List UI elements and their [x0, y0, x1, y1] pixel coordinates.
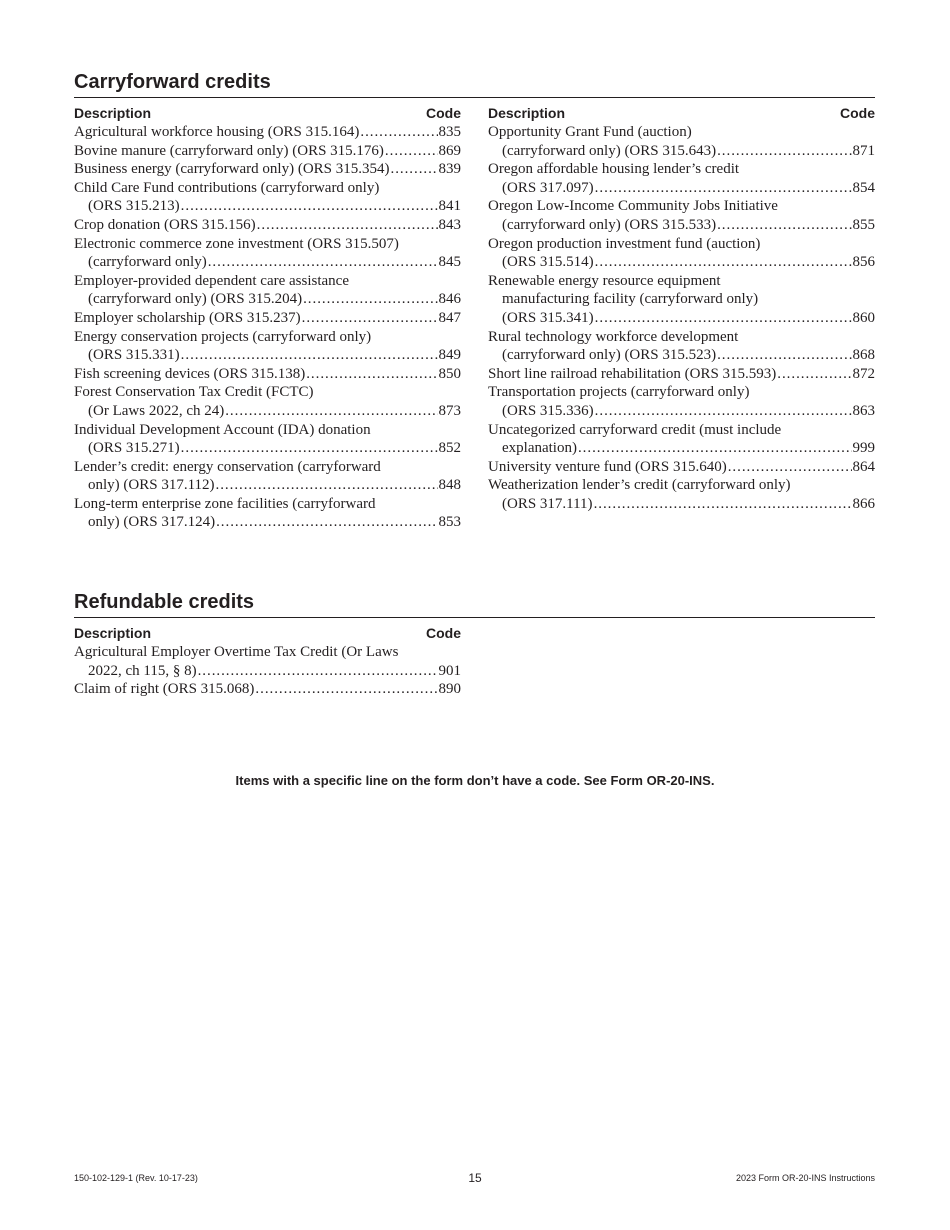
credit-code: 864 [852, 458, 875, 475]
code-header: Code [840, 105, 875, 121]
credit-description: Rural technology workforce development [488, 328, 739, 345]
credit-entry [488, 160, 875, 197]
credit-line [488, 197, 875, 216]
credit-code: 839 [438, 161, 461, 178]
credit-description: Crop donation (ORS 315.156) [74, 216, 256, 233]
credit-description: (carryforward only) (ORS 315.643) [502, 142, 717, 159]
credit-description: Weatherization lender’s credit (carryforward only) [488, 477, 791, 494]
credit-line [488, 160, 875, 179]
dot-leader [595, 253, 852, 272]
dot-leader [181, 197, 438, 216]
credit-description: (ORS 315.271) [88, 440, 180, 457]
credit-entry [74, 160, 461, 179]
dot-leader [208, 253, 438, 272]
dot-leader [385, 142, 438, 161]
credit-code: 843 [438, 216, 461, 233]
credit-code: 871 [852, 142, 875, 159]
credit-line [488, 458, 875, 477]
credit-description: (ORS 317.111) [502, 495, 593, 512]
carryforward-credits-title: Carryforward credits [74, 70, 875, 98]
dot-leader [181, 346, 438, 365]
credit-description: (ORS 315.213) [88, 198, 180, 215]
credit-line [74, 421, 461, 440]
credit-code: 860 [852, 309, 875, 326]
credit-entry [488, 123, 875, 160]
dot-leader [594, 495, 852, 514]
credit-line [488, 123, 875, 142]
credit-entry [74, 272, 461, 309]
credit-code: 863 [852, 402, 875, 419]
credit-line [74, 662, 461, 681]
credit-description: manufacturing facility (carryforward only) [502, 291, 759, 308]
credit-code: 873 [438, 402, 461, 419]
credit-entry [488, 383, 875, 420]
credit-description: Employer-provided dependent care assistance [74, 272, 350, 289]
credit-code: 999 [852, 440, 875, 457]
description-header: Description [74, 625, 152, 641]
credit-line [74, 142, 461, 161]
credit-line [488, 309, 875, 328]
credit-description: (Or Laws 2022, ch 24) [88, 402, 225, 419]
credit-line [74, 309, 461, 328]
credit-code: 890 [438, 681, 461, 698]
dot-leader [595, 309, 852, 328]
credit-description: Child Care Fund contributions (carryforward only) [74, 179, 380, 196]
credit-entry [74, 216, 461, 235]
credit-line [488, 346, 875, 365]
dot-leader [257, 216, 438, 235]
credit-entry [74, 365, 461, 384]
credit-description: only) (ORS 317.124) [88, 514, 216, 531]
credit-line [488, 216, 875, 235]
column-header [74, 104, 461, 123]
credit-entry [488, 458, 875, 477]
dot-leader [717, 142, 851, 161]
page-number: 15 [468, 1171, 482, 1185]
credit-description: Long-term enterprise zone facilities (carryforward [74, 495, 376, 512]
credit-code: 852 [438, 440, 461, 457]
dot-leader [181, 439, 438, 458]
credit-line [74, 197, 461, 216]
credit-line [74, 179, 461, 198]
column-header [74, 624, 461, 643]
credit-line [74, 643, 461, 662]
credit-description: Employer scholarship (ORS 315.237) [74, 309, 301, 326]
credit-description: Business energy (carryforward only) (ORS 315.354) [74, 161, 390, 178]
form-title-footer: 2023 Form OR-20-INS Instructions [735, 1173, 875, 1183]
credit-description: University venture fund (ORS 315.640) [488, 458, 727, 475]
credit-code: 866 [852, 495, 875, 512]
dot-leader [255, 680, 437, 699]
dot-leader [303, 290, 437, 309]
credit-line [74, 458, 461, 477]
credit-description: Agricultural workforce housing (ORS 315.164) [74, 124, 360, 140]
credit-entry [74, 680, 461, 699]
credit-code: 855 [852, 216, 875, 233]
credit-description: 2022, ch 115, § 8) [88, 662, 197, 679]
credit-line [74, 402, 461, 421]
credit-line [488, 328, 875, 347]
code-note: Items with a specific line on the form don’t have a code. See Form OR-20-INS. [235, 773, 715, 788]
credit-entry [488, 328, 875, 365]
credit-line [74, 123, 461, 142]
credit-line [74, 253, 461, 272]
credit-description: Renewable energy resource equipment [488, 272, 721, 289]
dot-leader [717, 346, 851, 365]
credit-entry [74, 235, 461, 272]
dot-leader [717, 216, 851, 235]
credit-description: Agricultural Employer Overtime Tax Credit (Or Laws [74, 644, 399, 660]
credit-description: Oregon affordable housing lender’s credit [488, 161, 740, 178]
credit-entry [488, 365, 875, 384]
credit-description: Short line railroad rehabilitation (ORS 315.593) [488, 365, 777, 382]
credit-line [74, 235, 461, 254]
credit-description: Transportation projects (carryforward only) [488, 384, 750, 401]
credit-line [488, 439, 875, 458]
credit-line [74, 216, 461, 235]
credit-line [488, 402, 875, 421]
credit-line [74, 383, 461, 402]
credit-code: 856 [852, 254, 875, 271]
credit-line [488, 272, 875, 291]
credit-description: Bovine manure (carryforward only) (ORS 315.176) [74, 142, 384, 159]
credit-line [74, 272, 461, 291]
dot-leader [306, 365, 437, 384]
credit-description: explanation) [502, 440, 577, 457]
description-header: Description [74, 105, 152, 121]
credit-code: 841 [438, 198, 461, 215]
credit-description: (carryforward only) (ORS 315.523) [502, 347, 717, 364]
refundable-credits-title: Refundable credits [74, 590, 875, 618]
credit-code: 869 [438, 142, 461, 159]
credit-description: Individual Development Account (IDA) donation [74, 421, 371, 438]
credit-description: (ORS 317.097) [502, 179, 594, 196]
credit-line [74, 346, 461, 365]
dot-leader [225, 402, 437, 421]
dot-leader [302, 309, 438, 328]
credit-description: Lender’s credit: energy conservation (carryforward [74, 458, 381, 475]
credit-list [74, 123, 461, 532]
credit-entry [74, 495, 461, 532]
dot-leader [216, 476, 438, 495]
credit-code: 849 [438, 347, 461, 364]
credit-entry [488, 421, 875, 458]
credit-entry [74, 458, 461, 495]
column-header [488, 104, 875, 123]
credit-code: 846 [438, 291, 461, 308]
code-header: Code [426, 105, 461, 121]
code-header: Code [426, 625, 461, 641]
credit-line [74, 476, 461, 495]
credit-line [488, 383, 875, 402]
credit-line [74, 495, 461, 514]
credit-line [488, 476, 875, 495]
refundable-column [74, 624, 461, 699]
dot-leader [777, 365, 851, 384]
credit-code: 854 [852, 179, 875, 196]
credit-entry [74, 328, 461, 365]
credit-entry [488, 272, 875, 328]
credit-description: (carryforward only) (ORS 315.204) [88, 291, 303, 308]
credit-line [74, 439, 461, 458]
credit-line [74, 328, 461, 347]
credit-description: (carryforward only) (ORS 315.533) [502, 216, 717, 233]
credit-entry [74, 142, 461, 161]
credit-code: 835 [438, 124, 461, 140]
credit-description: (carryforward only) [88, 254, 207, 271]
credit-code: 901 [438, 662, 461, 679]
credit-description: Electronic commerce zone investment (ORS 315.507) [74, 235, 399, 252]
credit-description: only) (ORS 317.112) [88, 477, 215, 494]
dot-leader [728, 458, 852, 477]
credit-entry [74, 421, 461, 458]
credit-list [488, 123, 875, 513]
credit-entry [488, 197, 875, 234]
credit-description: Forest Conservation Tax Credit (FCTC) [74, 384, 314, 401]
credit-line [488, 365, 875, 384]
dot-leader [578, 439, 852, 458]
credit-description: (ORS 315.336) [502, 402, 594, 419]
credit-line [488, 235, 875, 254]
credit-entry [74, 179, 461, 216]
credit-entry [74, 383, 461, 420]
credit-line [488, 495, 875, 514]
credit-line [488, 290, 875, 309]
credit-line [74, 160, 461, 179]
dot-leader [216, 513, 437, 532]
dot-leader [198, 662, 438, 681]
credit-description: Fish screening devices (ORS 315.138) [74, 365, 306, 382]
credit-list [74, 643, 461, 699]
credit-description: (ORS 315.341) [502, 309, 594, 326]
credit-code: 868 [852, 347, 875, 364]
credit-code: 847 [438, 309, 461, 326]
credit-description: Energy conservation projects (carryforward only) [74, 328, 372, 345]
credit-description: Uncategorized carryforward credit (must include [488, 421, 782, 438]
credit-line [488, 421, 875, 440]
form-revision: 150-102-129-1 (Rev. 10-17-23) [74, 1173, 198, 1183]
credit-code: 848 [438, 477, 461, 494]
credit-entry [488, 476, 875, 513]
credit-line [488, 253, 875, 272]
dot-leader [391, 160, 438, 179]
credit-entry [488, 235, 875, 272]
credit-code: 872 [852, 365, 875, 382]
credit-line [74, 513, 461, 532]
credit-line [488, 179, 875, 198]
credit-code: 853 [438, 514, 461, 531]
credit-code: 850 [438, 365, 461, 382]
dot-leader [595, 402, 852, 421]
credit-description: (ORS 315.331) [88, 347, 180, 364]
credit-line [74, 680, 461, 699]
credit-description: Claim of right (ORS 315.068) [74, 681, 255, 698]
dot-leader [595, 179, 852, 198]
dot-leader [360, 123, 437, 142]
carryforward-right-column [488, 104, 875, 513]
credit-description: (ORS 315.514) [502, 254, 594, 271]
credit-entry [74, 309, 461, 328]
credit-entry [74, 123, 461, 142]
description-header: Description [488, 105, 566, 121]
credit-line [74, 290, 461, 309]
credit-entry [74, 643, 461, 680]
credit-description: Oregon Low-Income Community Jobs Initiative [488, 198, 778, 215]
credit-line [74, 365, 461, 384]
credit-description: Opportunity Grant Fund (auction) [488, 124, 692, 140]
credit-description: Oregon production investment fund (auction) [488, 235, 761, 252]
credit-code: 845 [438, 254, 461, 271]
credit-line [488, 142, 875, 161]
carryforward-left-column [74, 104, 461, 532]
